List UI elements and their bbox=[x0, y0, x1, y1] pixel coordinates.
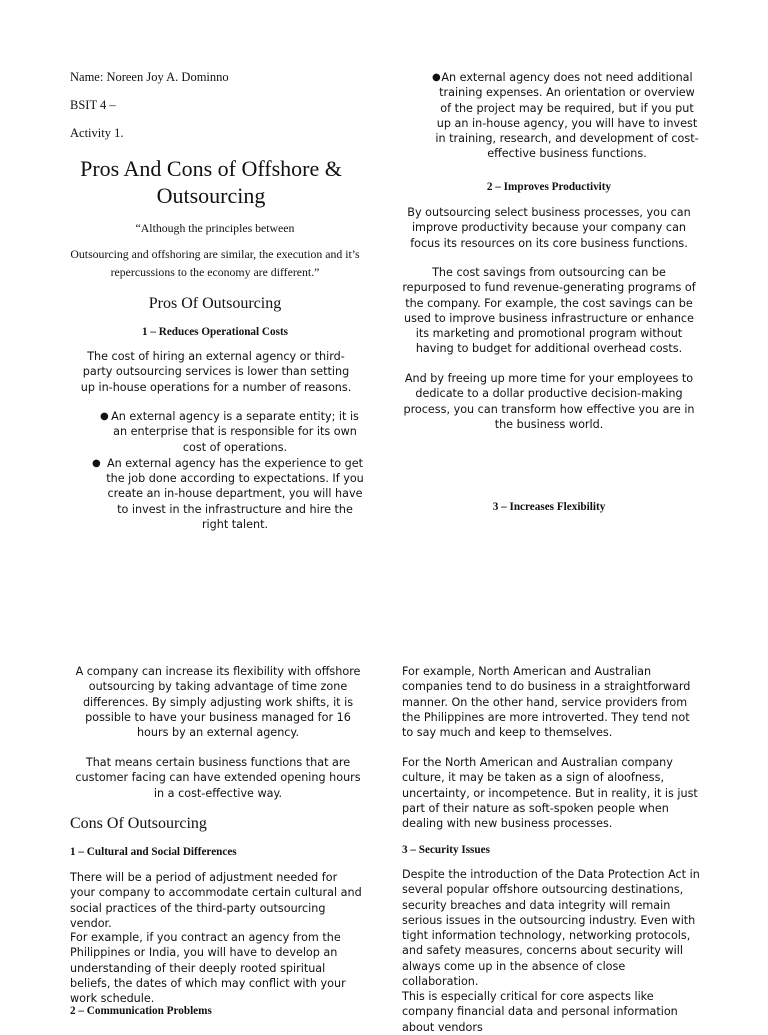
course-label: BSIT 4 – bbox=[70, 98, 116, 112]
quote-line-2: Outsourcing and offshoring are similar, the execution and it’s repercussions to the economy are different.” bbox=[70, 247, 360, 279]
bullet-icon: ● bbox=[92, 457, 101, 469]
cons-2-para-1: For example, North American and Australian companies tend to do business in a straightforward manner. On the other hand, service providers from the Philippines are more introverted. They tend not to say much and keep to themselves. bbox=[402, 665, 691, 740]
cons-3-para-2: This is especially critical for core aspects like company financial data and personal information about vendors bbox=[402, 990, 678, 1034]
cons-3-heading: 3 – Security Issues bbox=[402, 844, 490, 856]
section-3-para-1: A company can increase its flexibility with offshore outsourcing by taking advantage of time zone differences. By simply adjusting work shifts, it is possible to have your business managed for 16 hours by an external agency. bbox=[75, 665, 361, 740]
section-1-intro: The cost of hiring an external agency or third-party outsourcing services is lower than setting up in-house operations for a number of reasons. bbox=[80, 350, 352, 394]
section-2-para-3: And by freeing up more time for your employees to dedicate to a dollar productive decision-making process, you can transform how effective you are in the business world. bbox=[403, 372, 695, 431]
section-2-para-2: The cost savings from outsourcing can be repurposed to fund revenue-generating programs of the company. For example, the cost savings can be used to improve business infrastructure or enhance its marketing and promotional program without having to budget for additional overhead costs. bbox=[402, 266, 696, 356]
cons-3-para-1: Despite the introduction of the Data Protection Act in several popular offshore outsourcing destinations, security breaches and data integrity will remain serious issues in the outsourcing industry. Even with tight information technology, networking protocols, and safety measures, concerns about security will always come up in the absence of close collaboration. bbox=[402, 868, 700, 989]
cons-2-heading: 2 – Communication Problems bbox=[70, 1005, 212, 1017]
activity-label: Activity 1. bbox=[70, 126, 124, 140]
cons-heading: Cons Of Outsourcing bbox=[70, 815, 207, 832]
pros-heading: Pros Of Outsourcing bbox=[148, 295, 282, 312]
bullet-text: An external agency does not need additional training expenses. An orientation or overview of the project may be required, but if you put up an in-house agency, you will have to invest in training, research, and development of cost-effective business functions. bbox=[435, 71, 699, 161]
cons-1-para-1: There will be a period of adjustment needed for your company to accommodate certain cultural and social practices of the third-party outsourcing vendor. bbox=[70, 871, 362, 930]
section-3-para-2: That means certain business functions that are customer facing can have extended opening hours in a cost-effective way. bbox=[75, 756, 361, 800]
bullet-text: An external agency has the experience to get the job done according to expectations. If you create an in-house department, you will have to invest in the infrastructure and hire the right talent. bbox=[106, 456, 364, 532]
section-2-para-1: By outsourcing select business processes, you can improve productivity because your company can focus its resources on its core business functions. bbox=[407, 206, 691, 250]
bullet-icon: ● bbox=[100, 411, 109, 422]
quote-line-1: “Although the principles between bbox=[135, 221, 295, 235]
list-item bbox=[100, 409, 364, 455]
page-title: Pros And Cons of Offshore & Outsourcing bbox=[80, 156, 342, 208]
cons-1-para-2: For example, if you contract an agency from the Philippines or India, you will have to develop an understanding of their deeply rooted spiritual beliefs, the dates of which may conflict with your work schedule. bbox=[70, 931, 346, 1006]
section-1-bullet-list bbox=[92, 409, 364, 532]
bullet-text: An external agency is a separate entity; it is an enterprise that is responsible for its own cost of operations. bbox=[111, 410, 359, 454]
list-item bbox=[92, 456, 364, 532]
section-1-heading: 1 – Reduces Operational Costs bbox=[141, 326, 289, 338]
author-name: Name: Noreen Joy A. Dominno bbox=[70, 70, 229, 84]
cons-1-heading: 1 – Cultural and Social Differences bbox=[70, 846, 237, 858]
bullet-icon: ● bbox=[432, 72, 441, 83]
section-1-bullet-3 bbox=[434, 70, 700, 162]
section-3-heading: 3 – Increases Flexibility bbox=[492, 501, 606, 513]
cons-2-para-2: For the North American and Australian company culture, it may be taken as a sign of aloofness, uncertainty, or incompetence. But in reality, it is just part of their nature as soft-spoken people when dealing with new business processes. bbox=[402, 756, 698, 831]
section-2-heading: 2 – Improves Productivity bbox=[486, 181, 612, 193]
